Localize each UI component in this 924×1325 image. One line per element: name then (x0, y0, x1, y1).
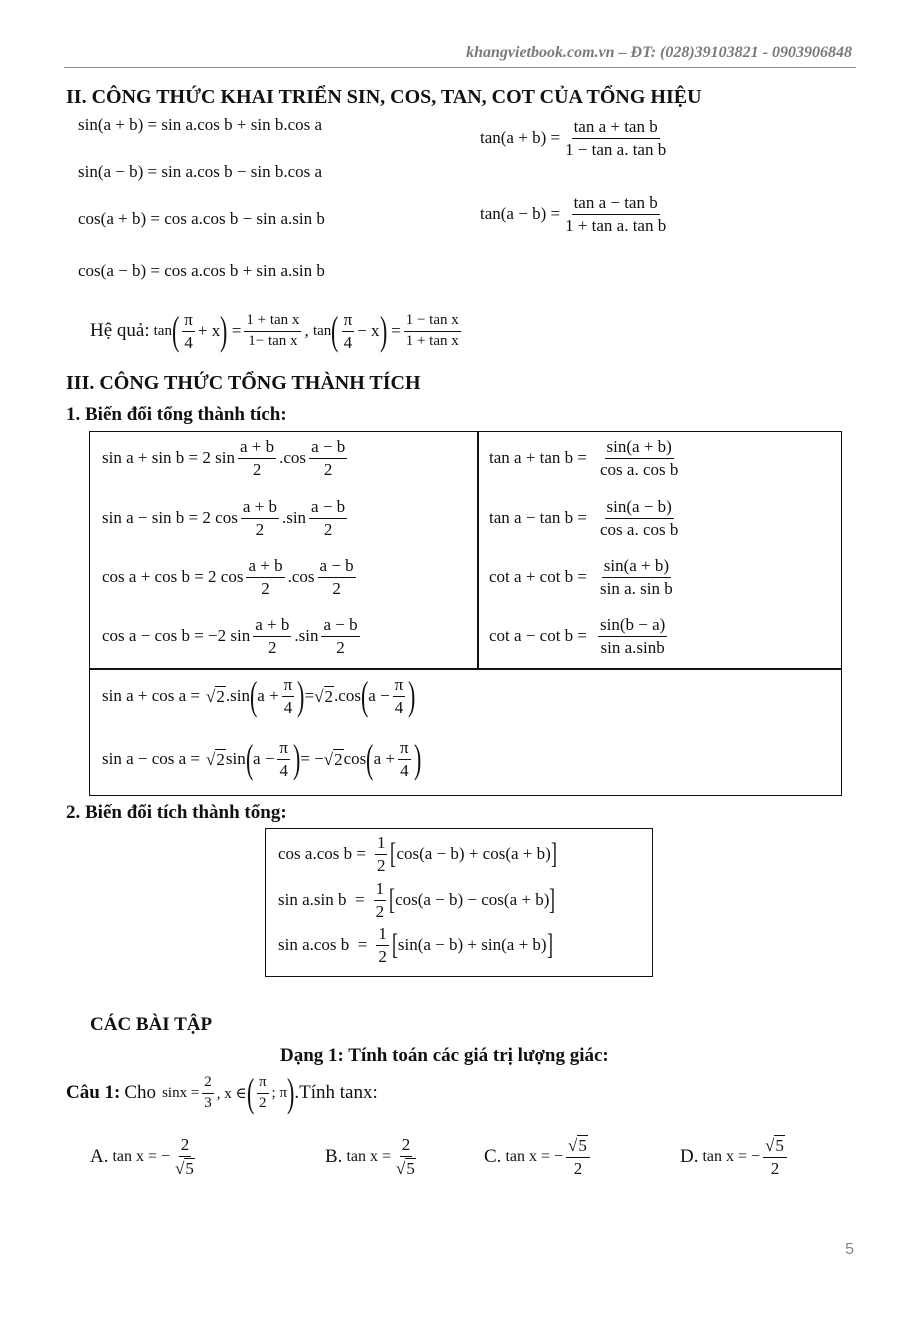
fraction (598, 556, 675, 598)
numerator: sin(a + b) (602, 556, 671, 578)
denominator: 2 (336, 637, 345, 657)
denominator: 4 (394, 697, 404, 717)
radical-sign-icon: √ (323, 749, 334, 769)
denominator (394, 1157, 418, 1179)
formula-tan-diff (480, 193, 671, 235)
answer-option[interactable] (90, 1135, 200, 1178)
interval-tail: ; π (271, 1084, 288, 1101)
fraction (394, 1135, 418, 1178)
fraction (598, 615, 667, 657)
denominator: 1 + tan a. tan b (565, 215, 667, 235)
denominator: 2 (255, 519, 265, 539)
denominator: sin a.sinb (600, 637, 665, 657)
paren-right: ) (413, 736, 421, 782)
formula-sin-sum: sin(a + b) = sin a.cos b + sin b.cos a (78, 115, 323, 134)
paren-right: ) (220, 308, 228, 354)
paren-left: ( (245, 736, 254, 782)
paren-left: ( (331, 308, 339, 354)
numerator: 2 (179, 1135, 192, 1157)
arg-tail: − x (357, 321, 380, 341)
lhs: tan a − tan b = (489, 508, 588, 528)
square-root (765, 1135, 785, 1156)
lhs: cos a.cos b = (278, 844, 366, 864)
denominator: 2 (261, 578, 270, 598)
fraction (182, 310, 195, 352)
numerator: π (398, 738, 411, 760)
lhs: cos a + cos b = 2 cos (102, 567, 244, 587)
numerator: 1 − tan x (404, 312, 461, 331)
bracket-left: [ (390, 837, 397, 871)
fraction (342, 310, 355, 352)
formula-cos-diff: cos(a − b) = cos a.cos b + sin a.sin b (78, 261, 325, 280)
denominator: 2 (375, 901, 385, 921)
radical-sign-icon: √ (314, 686, 324, 706)
fraction (393, 675, 406, 717)
answer-label: D. (680, 1145, 699, 1167)
sum-formula-row (102, 556, 359, 598)
paren-left: ( (249, 673, 258, 719)
radicand: 2 (216, 749, 225, 769)
radical-sign-icon: √ (206, 686, 216, 706)
fraction (257, 1074, 269, 1112)
numerator: tan a − tan b (572, 193, 660, 215)
paren-left: ( (171, 308, 180, 354)
table-divider-horizontal (89, 668, 842, 670)
mid-fn: .cos (279, 448, 307, 468)
lhs: sin a − sin b = 2 cos (102, 508, 238, 528)
numerator: 1 (374, 879, 387, 901)
fraction (238, 437, 276, 479)
arg: a − (368, 686, 390, 706)
numerator: π (393, 675, 406, 697)
exercise-type-title: Dạng 1: Tính toán các giá trị lượng giác: (280, 1045, 609, 1066)
sum-formula-row (489, 437, 683, 479)
fn: cos (343, 749, 367, 769)
square-root (568, 1135, 588, 1156)
lhs: sin a − cos a = (102, 749, 201, 769)
fraction (404, 312, 461, 350)
numerator: sin(a − b) (605, 497, 674, 519)
fn: .sin (225, 686, 250, 706)
numerator: a − b (321, 615, 359, 637)
bracket-body: sin(a − b) + sin(a + b) (397, 935, 547, 955)
lhs: cot a + cot b = (489, 567, 588, 587)
denominator: 2 (376, 855, 386, 875)
square-root (396, 1158, 416, 1179)
radicand: 5 (775, 1136, 784, 1155)
denominator: 2 (573, 1158, 583, 1178)
denominator: 2 (332, 578, 341, 598)
radical-sign-icon: √ (206, 749, 216, 769)
sum-formula-row (489, 615, 670, 657)
sum-formula-row (489, 556, 678, 598)
numerator: π (282, 675, 295, 697)
sinx: sinx = (162, 1084, 200, 1101)
question-1 (66, 1070, 378, 1115)
fn: tan (312, 322, 332, 339)
fraction (241, 497, 279, 539)
denominator: 2 (259, 1094, 267, 1111)
fraction (563, 193, 668, 235)
answer-option[interactable] (325, 1135, 421, 1178)
paren-right: ) (408, 673, 416, 719)
numerator: a − b (309, 437, 347, 459)
numerator: a + b (246, 556, 284, 578)
lhs: sin a + sin b = 2 sin (102, 448, 235, 468)
numerator: a − b (318, 556, 356, 578)
bracket-body: cos(a − b) − cos(a + b) (395, 890, 550, 910)
numerator: π (257, 1074, 269, 1093)
square-root (206, 686, 226, 707)
mid-fn: .sin (281, 508, 307, 528)
fraction (202, 1074, 214, 1112)
numerator: a + b (241, 497, 279, 519)
numerator: 2 (400, 1135, 413, 1157)
aux-formula-row (102, 738, 421, 780)
exercises-title: CÁC BÀI TẬP (90, 1014, 213, 1035)
product-formula-row (278, 924, 553, 966)
denominator: 2 (770, 1158, 780, 1178)
paren-right: ) (293, 736, 301, 782)
fn: .cos (334, 686, 361, 706)
fraction (318, 556, 356, 598)
question-ask: .Tính tanx: (294, 1082, 378, 1103)
arg: a + (373, 749, 396, 769)
denominator: 2 (323, 459, 333, 479)
fraction (321, 615, 359, 657)
fraction (566, 1135, 590, 1178)
answer-lhs: tan x = − (112, 1147, 171, 1165)
header-divider (64, 67, 856, 68)
page-number: 5 (845, 1241, 854, 1258)
bracket-right: ] (549, 883, 556, 917)
lhs: sin a.cos b = (278, 935, 368, 955)
numerator: a + b (253, 615, 291, 637)
radicand: 5 (578, 1136, 587, 1155)
lhs: tan(a − b) = (480, 204, 561, 224)
answer-label: C. (484, 1145, 502, 1167)
section-3-title: III. CÔNG THỨC TỔNG THÀNH TÍCH (66, 372, 421, 394)
fraction (282, 675, 295, 717)
denominator: sin a. sin b (600, 578, 673, 598)
arg: a + (257, 686, 279, 706)
header-site: khangvietbook.com.vn (466, 44, 615, 61)
formula-sin-diff: sin(a − b) = sin a.cos b − sin b.cos a (78, 162, 323, 181)
square-root (206, 749, 226, 770)
square-root (175, 1158, 195, 1179)
radical-sign-icon: √ (568, 1136, 578, 1155)
numerator: a − b (309, 497, 347, 519)
product-formula-row (278, 879, 555, 921)
corollary: Hệ quả: tan ( $\frac{\pi}{4}$ + x ) = $\frac{\text{1 + tan x}}{\text{1− tan x}}$ , tan ( $\frac{\pi}{4}$ − x ) = $\frac{\text{1 − tan x}}{\text{1 + tan x}}$ (90, 308, 459, 354)
numerator: 2 (202, 1074, 214, 1093)
radicand: 5 (406, 1158, 415, 1178)
answer-lhs: tan x = − (702, 1147, 761, 1165)
denominator: 4 (279, 760, 288, 780)
arg: a − (253, 749, 275, 769)
corollary-label: Hệ quả: (90, 320, 150, 342)
question-label: Câu 1: (66, 1082, 121, 1103)
denominator: 2 (268, 637, 277, 657)
aux-formula-row (102, 675, 416, 717)
fraction (763, 1135, 787, 1178)
sum-formula-row (489, 497, 683, 539)
numerator: sin(b − a) (598, 615, 667, 637)
denominator: 4 (400, 760, 409, 780)
mid-fn: .cos (287, 567, 315, 587)
fraction (277, 738, 290, 780)
lhs: sin a + cos a = (102, 686, 201, 706)
mid-fn: .sin (294, 626, 319, 646)
equals: = − (300, 749, 324, 769)
square-root (324, 749, 344, 770)
subsection-2-title: 2. Biến đổi tích thành tổng: (66, 802, 287, 823)
fraction (309, 497, 347, 539)
fraction (598, 437, 680, 479)
fraction (598, 497, 680, 539)
sum-formula-row (102, 615, 363, 657)
numerator (763, 1135, 787, 1158)
denominator: cos a. cos b (600, 519, 679, 539)
bracket-right: ] (546, 928, 553, 962)
fraction (246, 556, 284, 598)
question-pre: Cho (124, 1082, 157, 1103)
numerator: π (277, 738, 290, 760)
radicand: 5 (185, 1158, 194, 1178)
fraction (375, 833, 388, 875)
numerator: tan a + tan b (572, 117, 660, 139)
denominator: 2 (252, 459, 262, 479)
bracket-body: cos(a − b) + cos(a + b) (396, 844, 551, 864)
denominator: 2 (378, 946, 387, 966)
formula-cos-sum: cos(a + b) = cos a.cos b − sin a.sin b (78, 209, 325, 228)
denominator: 1 + tan x (405, 332, 459, 349)
answer-option[interactable] (484, 1135, 593, 1178)
fraction (309, 437, 347, 479)
numerator: 1 + tan x (244, 312, 301, 331)
answer-label: A. (90, 1145, 109, 1167)
denominator (173, 1157, 197, 1179)
paren-left: ( (246, 1070, 254, 1115)
denominator: 1− tan x (248, 332, 298, 349)
denominator: 2 (323, 519, 333, 539)
numerator: a + b (238, 437, 276, 459)
bracket-left: [ (389, 883, 396, 917)
paren-right: ) (287, 1070, 295, 1115)
fraction (563, 117, 668, 159)
formula-tan-sum (480, 117, 671, 159)
subsection-1-title: 1. Biến đổi tổng thành tích: (66, 404, 287, 425)
answer-option[interactable] (680, 1135, 790, 1178)
fraction (374, 879, 387, 921)
numerator: π (342, 310, 355, 332)
numerator: 1 (375, 833, 388, 855)
radicand: 2 (216, 686, 225, 706)
denominator: 4 (283, 697, 293, 717)
fraction (244, 312, 301, 350)
paren-left: ( (366, 736, 374, 782)
denominator: 3 (204, 1094, 212, 1111)
radical-sign-icon: √ (765, 1136, 775, 1155)
answer-lhs: tan x = (346, 1147, 392, 1165)
sum-formula-row (102, 437, 350, 479)
paren-right: ) (297, 673, 305, 719)
bracket-right: ] (550, 837, 557, 871)
fraction (398, 738, 411, 780)
denominator: 1 − tan a. tan b (565, 139, 667, 159)
equals: = (304, 686, 315, 706)
section-2-title: II. CÔNG THỨC KHAI TRIỂN SIN, COS, TAN, COT CỦA TỔNG HIỆU (66, 86, 702, 108)
paren-left: ( (360, 673, 369, 719)
radical-sign-icon: √ (396, 1158, 406, 1178)
radicand: 2 (334, 749, 343, 769)
numerator: 1 (376, 924, 389, 946)
table-divider-vertical (477, 431, 479, 669)
product-formula-row (278, 833, 557, 875)
paren-right: ) (379, 308, 387, 354)
bracket-left: [ (391, 928, 398, 962)
radicand: 2 (324, 686, 334, 706)
domain: , x ∈ (216, 1085, 247, 1102)
page-header (380, 44, 852, 62)
square-root (314, 686, 334, 707)
fraction (173, 1135, 197, 1178)
numerator: sin(a + b) (605, 437, 674, 459)
fraction (253, 615, 291, 657)
radical-sign-icon: √ (175, 1158, 185, 1178)
lhs: cos a − cos b = −2 sin (102, 626, 251, 646)
fraction (376, 924, 389, 966)
sum-formula-row (102, 497, 350, 539)
numerator: π (182, 310, 195, 332)
numerator (566, 1135, 590, 1158)
denominator: 4 (343, 332, 353, 352)
fn: tan (153, 322, 172, 339)
arg-tail: + x (197, 321, 221, 341)
denominator: 4 (184, 332, 193, 352)
lhs: tan(a + b) = (480, 128, 561, 148)
lhs: sin a.sin b = (278, 890, 365, 910)
lhs: tan a + tan b = (489, 448, 588, 468)
answer-lhs: tan x = − (505, 1147, 564, 1165)
fn: sin (225, 749, 246, 769)
lhs: cot a − cot b = (489, 626, 588, 646)
answer-label: B. (325, 1145, 343, 1167)
header-contact: – ĐT: (028)39103821 - 0903906848 (614, 44, 852, 61)
denominator: cos a. cos b (600, 459, 679, 479)
